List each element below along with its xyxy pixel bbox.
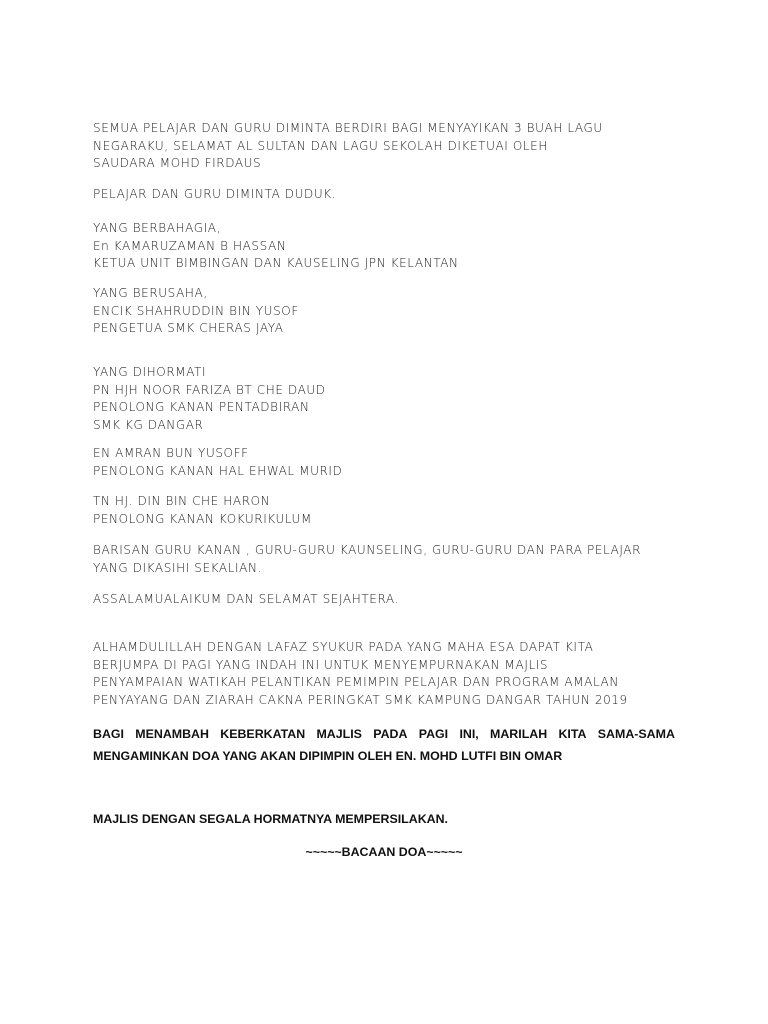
guest-5-block	[93, 493, 693, 528]
guest-1-honorific: YANG BERBAHAGIA,	[93, 221, 222, 235]
sit-down-paragraph	[93, 186, 693, 204]
guest-3-title: PENOLONG KANAN PENTADBIRAN	[93, 400, 310, 414]
doa-word: SAMA-SAMA	[597, 727, 675, 741]
greeting-line: ASSALAMUALAIKUM DAN SELAMAT SEJAHTERA.	[93, 592, 399, 606]
guest-1-title: KETUA UNIT BIMBINGAN DAN KAUSELING JPN KELANTAN	[93, 256, 459, 270]
intro-line-3: PENYAMPAIAN WATIKAH PELANTIKAN PEMIMPIN PELAJAR DAN PROGRAM AMALAN	[93, 675, 619, 689]
opening-line-3: SAUDARA MOHD FIRDAUS	[93, 156, 262, 170]
guest-3-school: SMK KG DANGAR	[93, 417, 204, 432]
guest-5-name: TN HJ. DIN BIN CHE HARON	[93, 494, 271, 508]
guest-5-title: PENOLONG KANAN KOKURIKULUM	[93, 511, 312, 526]
invite-paragraph	[93, 808, 675, 830]
guest-3-name: PN HJH NOOR FARIZA BT CHE DAUD	[93, 382, 326, 397]
opening-paragraph	[93, 120, 693, 173]
doa-word: PAGI	[418, 727, 449, 741]
audience-line-1: BARISAN GURU KANAN , GURU-GURU KAUNSELING, GURU-GURU DAN PARA PELAJAR	[93, 543, 642, 557]
guest-1-block	[93, 220, 693, 273]
doa-line-1	[93, 723, 675, 745]
guest-3-honorific: YANG DIHORMATI	[93, 365, 207, 379]
intro-paragraph	[93, 639, 693, 709]
doa-paragraph	[93, 723, 675, 767]
guest-4-name: EN AMRAN BUN YUSOFF	[93, 446, 249, 460]
doa-word: MAJLIS	[316, 727, 362, 741]
guest-3-block	[93, 364, 693, 434]
doa-word: KITA	[558, 727, 587, 741]
audience-paragraph	[93, 542, 693, 577]
guest-2-name: ENCIK SHAHRUDDIN BIN YUSOF	[93, 303, 299, 318]
doa-leader-name: EN. MOHD LUTFI BIN OMAR	[395, 749, 563, 763]
guest-2-honorific: YANG BERUSAHA,	[93, 286, 208, 300]
opening-line-1: SEMUA PELAJAR DAN GURU DIMINTA BERDIRI BAGI MENYAYIKAN 3 BUAH LAGU	[93, 121, 603, 135]
opening-line-2: NEGARAKU, SELAMAT AL SULTAN DAN LAGU SEKOLAH DIKETUAI OLEH	[93, 138, 548, 153]
intro-line-1: ALHAMDULILLAH DENGAN LAFAZ SYUKUR PADA YANG MAHA ESA DAPAT KITA	[93, 640, 594, 654]
doa-word: BAGI	[93, 727, 124, 741]
doa-word: KEBERKATAN	[220, 727, 306, 741]
guest-4-title: PENOLONG KANAN HAL EHWAL MURID	[93, 463, 343, 478]
bacaan-doa-heading: ~~~~~BACAAN DOA~~~~~	[305, 845, 463, 859]
doa-line-2-text: MENGAMINKAN DOA YANG AKAN DIPIMPIN OLEH	[93, 749, 396, 763]
doa-word: INI,	[459, 727, 479, 741]
audience-line-2: YANG DIKASIHI SEKALIAN.	[93, 560, 262, 575]
guest-4-block	[93, 445, 693, 480]
doa-word: PADA	[373, 727, 408, 741]
invite-line: MAJLIS DENGAN SEGALA HORMATNYA MEMPERSILAKAN.	[93, 812, 448, 826]
doa-line-2	[93, 745, 675, 767]
guest-2-title: PENGETUA SMK CHERAS JAYA	[93, 321, 284, 335]
doa-word: MARILAH	[490, 727, 548, 741]
intro-line-2: BERJUMPA DI PAGI YANG INDAH INI UNTUK MENYEMPURNAKAN MAJLIS	[93, 657, 549, 672]
sit-down-line: PELAJAR DAN GURU DIMINTA DUDUK.	[93, 187, 337, 201]
doa-word: MENAMBAH	[135, 727, 209, 741]
intro-line-4: PENYAYANG DAN ZIARAH CAKNA PERINGKAT SMK KAMPUNG DANGAR TAHUN 2019	[93, 692, 628, 707]
greeting-paragraph	[93, 591, 693, 609]
guest-2-block	[93, 285, 693, 338]
guest-1-name: En KAMARUZAMAN B HASSAN	[93, 238, 287, 253]
